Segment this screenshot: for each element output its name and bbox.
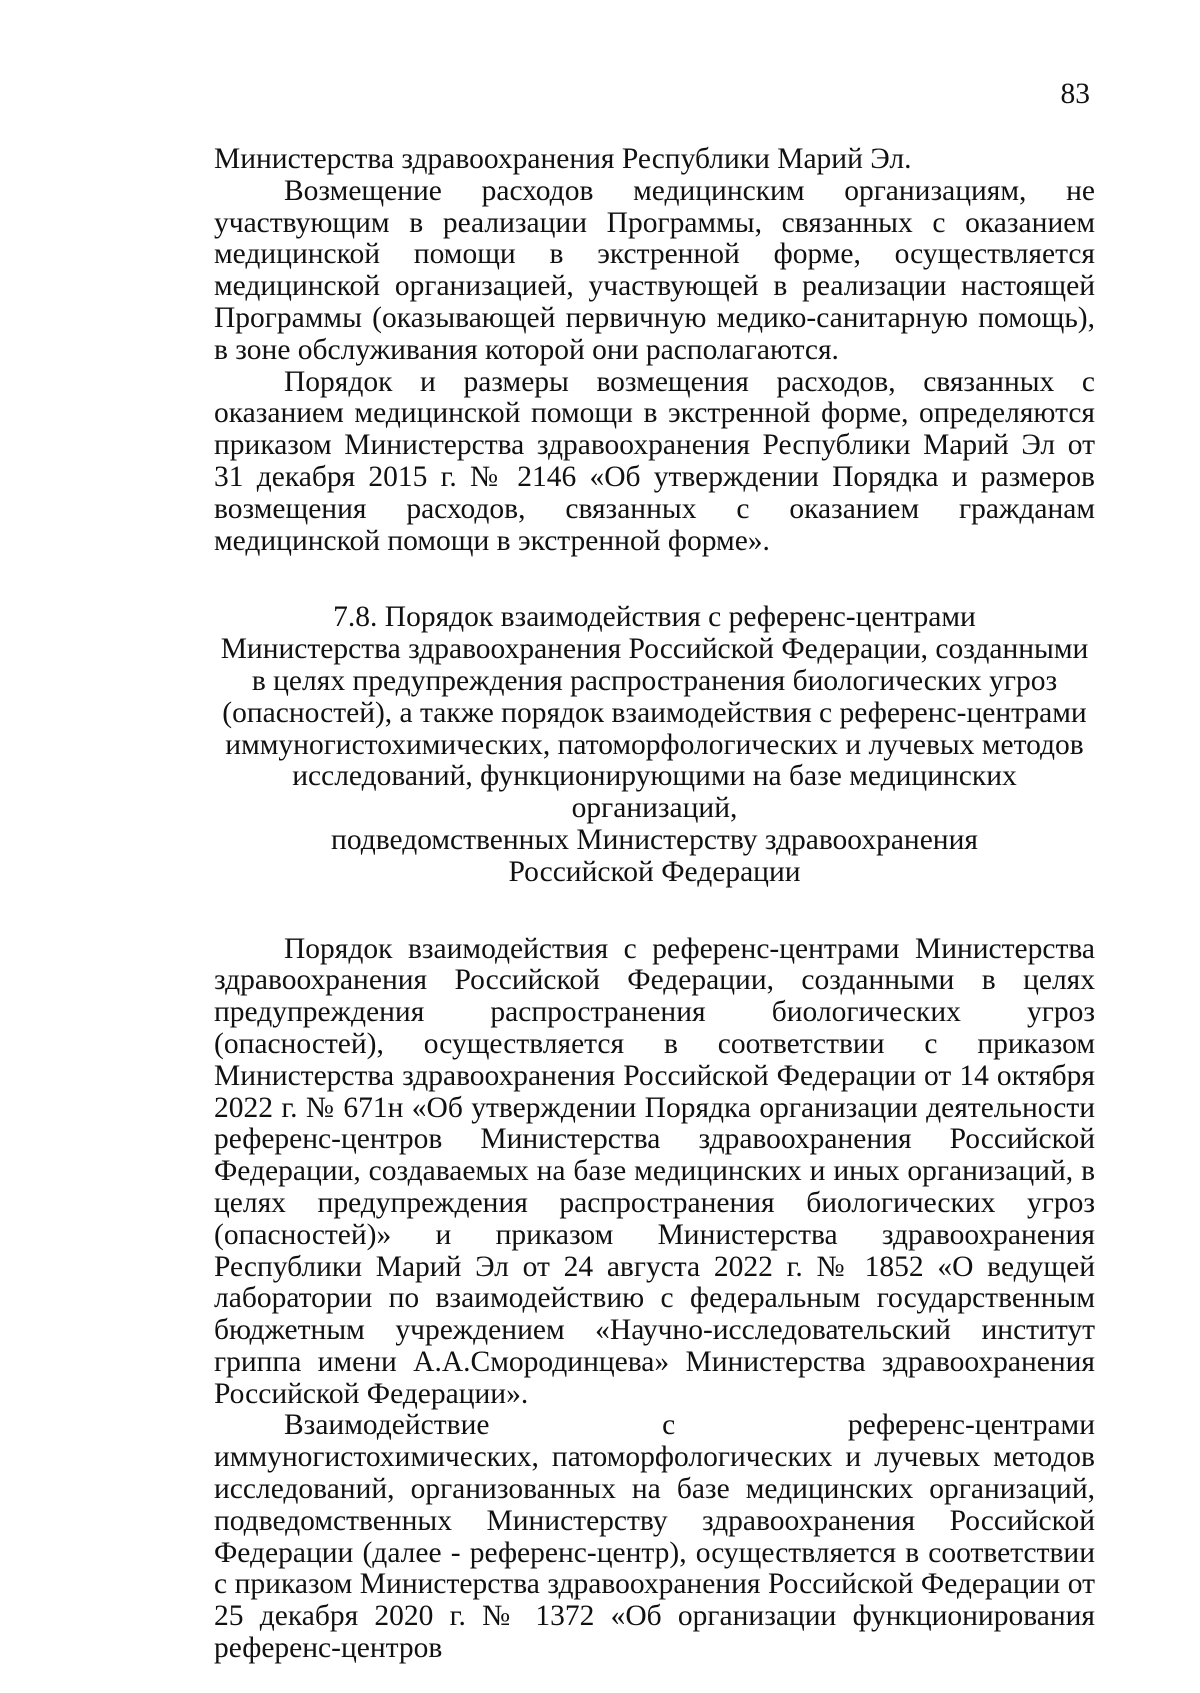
section-heading: 7.8. Порядок взаимодействия с референс-центрами Министерства здравоохранения Российской Федерации, созданными в целях предупреждения распространения биологических угроз (опасностей), а также порядок взаимодействия с референс-центрами иммуногистохимических, патоморфологических и лучевых методов исследований, функционирующими на базе медицинских организаций, подведомственных Министерству здравоохранения Российской Федерации (220, 601, 1089, 888)
document-body (214, 144, 1095, 1665)
paragraph-reference-centers-methods: Взаимодействие с референс-центрами иммуногистохимических, патоморфологических и лучевых методов исследований, организованных на базе медицинских организаций, подведомственных Министерству здравоохранения Российской Федерации (далее - референс-центр), осуществляется в соответствии с приказом Министерства здравоохранения Российской Федерации от 25 декабря 2020 г. № 1372 «Об организации функционирования референс-центров (214, 1409, 1095, 1665)
paragraph-reimbursement-order: Порядок и размеры возмещения расходов, связанных с оказанием медицинской помощи в экстренной форме, определяются приказом Министерства здравоохранения Республики Марий Эл от 31 декабря 2015 г. № 2146 «Об утверждении Порядка и размеров возмещения расходов, связанных с оказанием гражданам медицинской помощи в экстренной форме». (214, 365, 1095, 557)
paragraph-continuation: Министерства здравоохранения Республики Марий Эл. (214, 143, 912, 175)
page-number: 83 (1060, 78, 1090, 110)
paragraph-reference-centers-bio: Порядок взаимодействия с референс-центрами Министерства здравоохранения Российской Федерации, созданными в целях предупреждения распространения биологических угроз (опасностей), осуществляется в соответствии с приказом Министерства здравоохранения Российской Федерации от 14 октября 2022 г. № 671н «Об утверждении Порядка организации деятельности референс-центров Министерства здравоохранения Российской Федерации, создаваемых на базе медицинских и иных организаций, в целях предупреждения распространения биологических угроз (опасностей)» и приказом Министерства здравоохранения Республики Марий Эл от 24 августа 2022 г. № 1852 «О ведущей лаборатории по взаимодействию с федеральным государственным бюджетным учреждением «Научно-исследовательский институт гриппа имени А.А.Смородинцева» Министерства здравоохранения Российской Федерации». (214, 932, 1095, 1410)
paragraph-reimbursement: Возмещение расходов медицинским организациям, не участвующим в реализации Программы, связанных с оказанием медицинской помощи в экстренной форме, осуществляется медицинской организацией, участвующей в реализации настоящей Программы (оказывающей первичную медико-санитарную помощь), в зоне обслуживания которой они располагаются. (214, 174, 1095, 366)
